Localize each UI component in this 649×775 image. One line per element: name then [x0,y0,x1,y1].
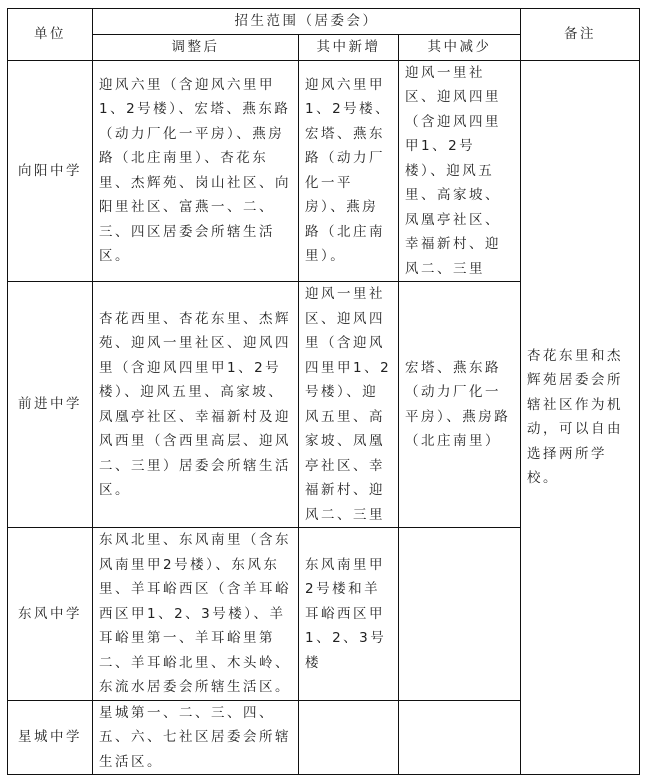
reduced-scope: 宏塔、燕东路（动力厂化一平房）、燕房路（北庄南里） [399,282,521,528]
enrollment-scope-table [7,8,640,775]
unit-name: 东风中学 [8,528,93,701]
added-scope [299,700,399,775]
remarks-cell: 杏花东里和杰辉苑居委会所辖社区作为机动，可以自由选择两所学校。 [521,60,640,775]
header-scope: 招生范围（居委会） [93,9,521,35]
reduced-scope: 迎风一里社区、迎风四里（含迎风四里甲1、2号楼）、迎风五里、高家坡、凤凰亭社区、幸福新村、迎风二、三里 [399,60,521,282]
unit-name: 向阳中学 [8,60,93,282]
added-scope: 东风南里甲2号楼和羊耳峪西区甲1、2、3号楼 [299,528,399,701]
header-unit: 单位 [8,9,93,61]
header-remarks: 备注 [521,9,640,61]
adjusted-scope: 东风北里、东风南里（含东风南里甲2号楼）、东风东里、羊耳峪西区（含羊耳峪西区甲1、2、3号楼）、羊耳峪里第一、羊耳峪里第二、羊耳峪北里、木头岭、东流水居委会所辖生活区。 [93,528,299,701]
reduced-scope [399,528,521,701]
table-row [8,60,640,282]
header-adjusted: 调整后 [93,35,299,61]
reduced-scope [399,700,521,775]
adjusted-scope: 迎风六里（含迎风六里甲1、2号楼）、宏塔、燕东路（动力厂化一平房）、燕房路（北庄南里）、杏花东里、杰辉苑、岗山社区、向阳里社区、富燕一、二、三、四区居委会所辖生活区。 [93,60,299,282]
adjusted-scope: 星城第一、二、三、四、五、六、七社区居委会所辖生活区。 [93,700,299,775]
header-reduced: 其中减少 [399,35,521,61]
header-added: 其中新增 [299,35,399,61]
adjusted-scope: 杏花西里、杏花东里、杰辉苑、迎风一里社区、迎风四里（含迎风四里甲1、2号楼）、迎风五里、高家坡、凤凰亭社区、幸福新村及迎风西里（含西里高层、迎风二、三里）居委会所辖生活区。 [93,282,299,528]
unit-name: 前进中学 [8,282,93,528]
added-scope: 迎风六里甲1、2号楼、宏塔、燕东路（动力厂化一平房）、燕房路（北庄南里）。 [299,60,399,282]
added-scope: 迎风一里社区、迎风四里（含迎风四里甲1、2号楼）、迎风五里、高家坡、凤凰亭社区、幸福新村、迎风二、三里 [299,282,399,528]
unit-name: 星城中学 [8,700,93,775]
